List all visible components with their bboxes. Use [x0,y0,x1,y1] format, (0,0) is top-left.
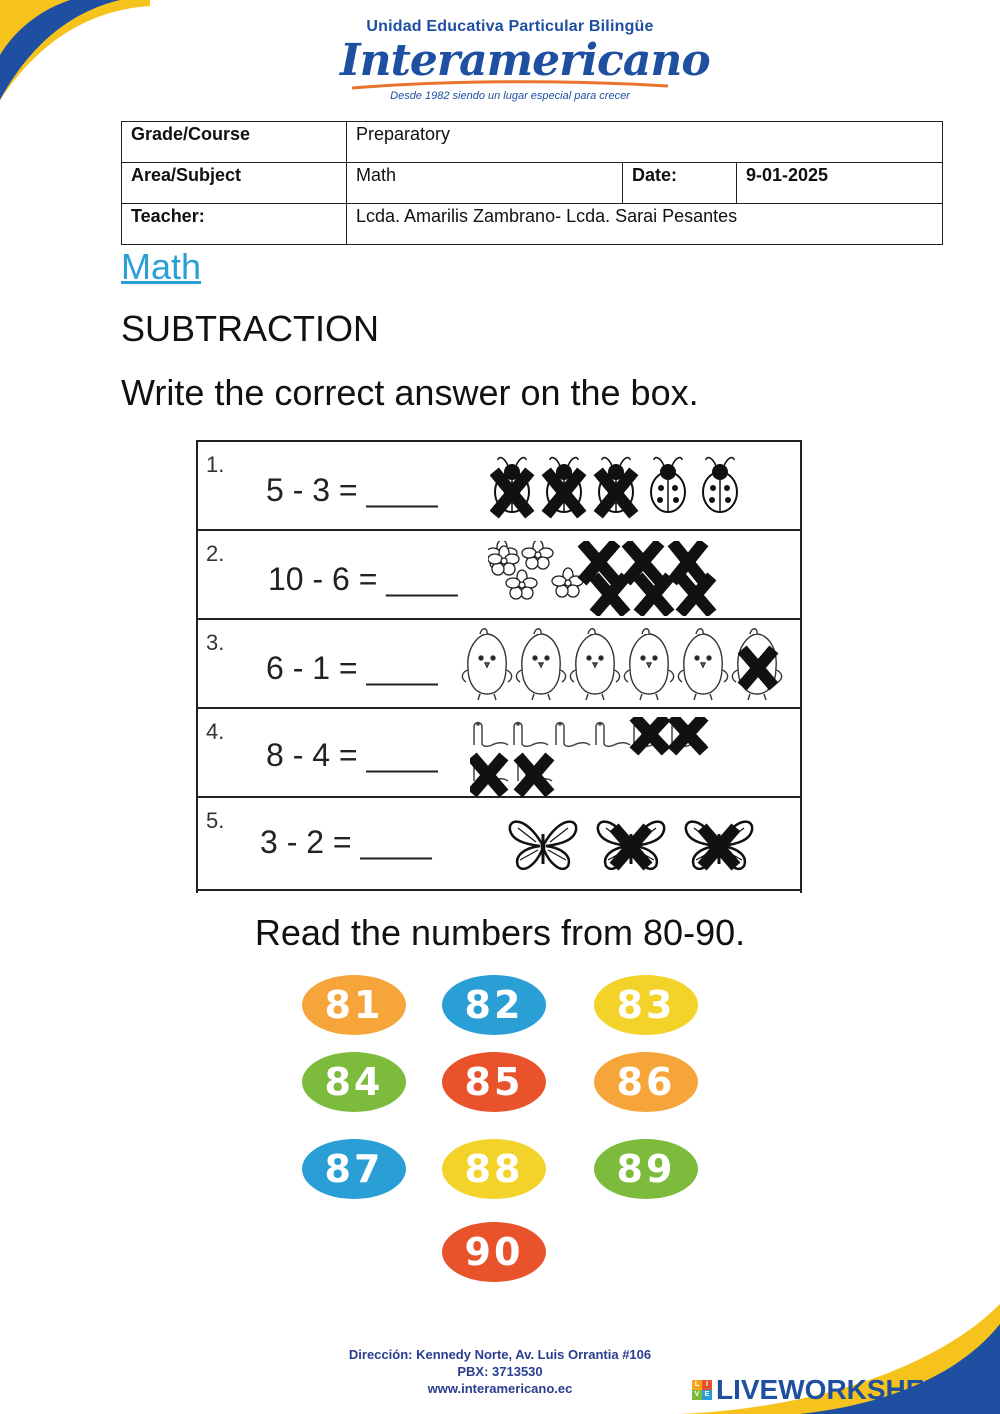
read-numbers-title: Read the numbers from 80-90. [254,912,746,953]
logo-letter: E [702,1390,712,1400]
exercise-number: 5. [206,808,225,833]
number-bubble: 83 [594,975,698,1035]
exercise-row-3 [198,620,800,709]
logo-letter: I [702,1380,712,1390]
exercise-row-1 [198,442,800,531]
corner-decoration-top-left [0,0,150,110]
school-name-top: Unidad Educativa Particular Bilingüe [366,18,654,35]
worm-icon [470,717,720,797]
grade-label: Grade/Course [122,122,347,163]
exercise-row-2 [198,531,800,620]
subject-link[interactable]: Math [121,246,202,287]
exercise-number: 3. [206,630,225,655]
school-logo [340,18,710,122]
exercise-equation[interactable]: 10 - 6 = ____ [268,561,458,597]
exercise-equation[interactable]: 8 - 4 = ____ [266,737,438,773]
number-bubble: 81 [302,975,406,1035]
logo-letter: V [692,1390,702,1400]
info-table [121,121,943,245]
page-heading: SUBTRACTION [121,308,380,349]
exercise-equation[interactable]: 3 - 2 = ____ [260,824,432,860]
chick-icon [460,626,800,704]
flower-icon [488,541,728,616]
date-label: Date: [623,163,737,204]
footer-contact [300,1346,700,1397]
liveworksheets-text: LIVEWORKSHEETS [716,1374,979,1405]
liveworksheets-logo-icon [692,1380,712,1400]
footer-website[interactable]: www.interamericano.ec [427,1381,573,1396]
butterfly-icon [506,814,766,874]
teacher-value: Lcda. Amarilis Zambrano- Lcda. Sarai Pesantes [347,204,943,245]
number-bubble: 89 [594,1139,698,1199]
instruction-text: Write the correct answer on the box. [121,372,699,413]
number-bubble: 82 [442,975,546,1035]
number-bubble: 86 [594,1052,698,1112]
exercise-equation[interactable]: 6 - 1 = ____ [266,650,438,686]
table-row [122,163,943,204]
logo-letter: L [692,1380,702,1390]
exercise-equation[interactable]: 5 - 3 = ____ [266,472,438,508]
liveworksheets-watermark[interactable] [692,1374,979,1406]
grade-value: Preparatory [347,122,943,163]
number-bubble: 84 [302,1052,406,1112]
date-value: 9-01-2025 [737,163,943,204]
school-tagline: Desde 1982 siendo un lugar especial para crecer [390,90,630,102]
number-bubble: 88 [442,1139,546,1199]
area-label: Area/Subject [122,163,347,204]
footer-address: Dirección: Kennedy Norte, Av. Luis Orrantia #106 [348,1347,652,1362]
footer-phone: PBX: 3713530 [457,1364,543,1379]
exercise-row-4 [198,709,800,798]
number-bubble: 87 [302,1139,406,1199]
area-value: Math [347,163,623,204]
number-bubble: 90 [442,1222,546,1282]
exercise-number: 2. [206,541,225,566]
school-name-main: Interamericano [340,35,710,86]
teacher-label: Teacher: [122,204,347,245]
subtraction-exercises [196,440,802,893]
ladybug-icon [490,452,750,522]
exercise-row-5 [198,798,800,891]
exercise-number: 1. [206,452,225,477]
number-bubble: 85 [442,1052,546,1112]
table-row [122,122,943,163]
table-row [122,204,943,245]
exercise-number: 4. [206,719,225,744]
